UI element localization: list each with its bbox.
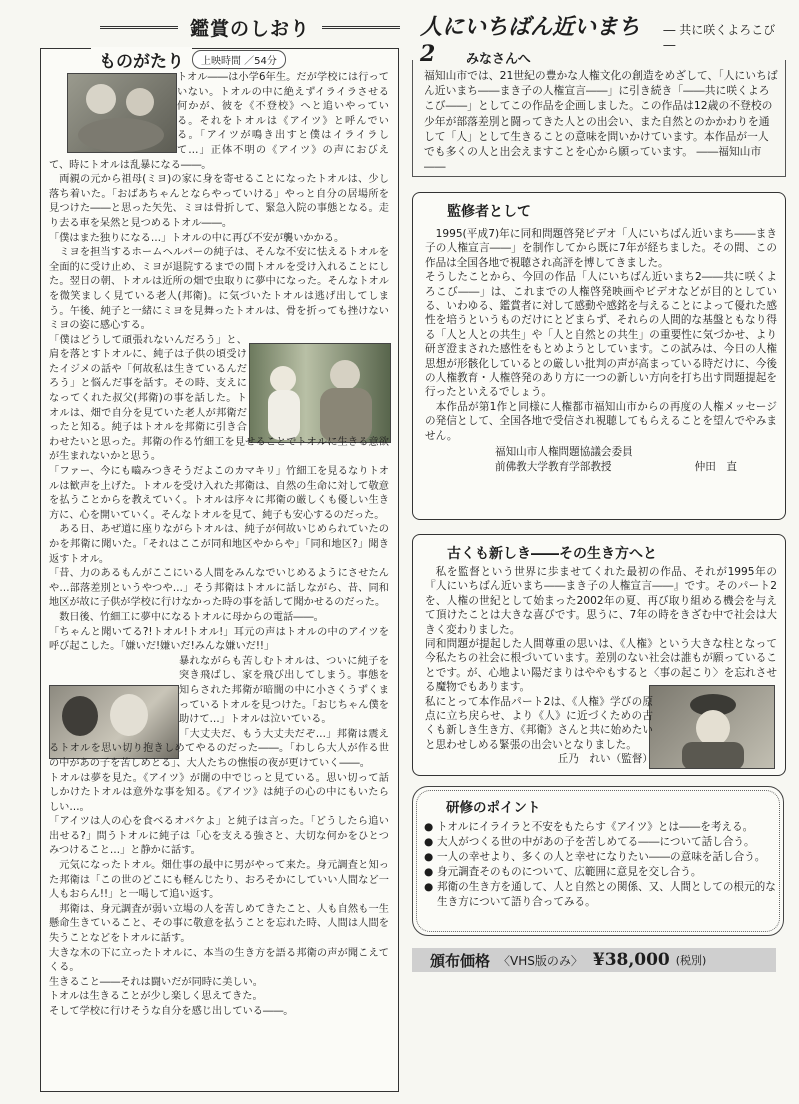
film-title: 人にいちばん近いまち2 — [420, 14, 641, 67]
supervisor-title: 監修者として — [447, 204, 531, 220]
story-header — [91, 47, 286, 72]
bullet-icon: ● — [424, 851, 434, 863]
supervisor-name: 仲田 直 — [694, 460, 737, 473]
greeting-title: みなさんへ — [460, 48, 537, 67]
photo-spacer — [49, 655, 179, 729]
training-item-text: 身元調査そのものについて、広範囲に意見を交し合う。 — [437, 866, 702, 878]
training-item-text: 邦衛の生き方を通して、人と自然との関係、又、人間としての根元的な生き方について語り合ってみる。 — [437, 881, 776, 908]
price-tax: (税別) — [675, 954, 707, 967]
supervisor-section — [412, 192, 786, 520]
story-paragraph: ある日、あぜ道に座りながらトオルは、純子が何故いじめられていたのかを邦衛に聞いた。「それはここが同和地区やからや」「同和地区?」聞き返すトオル。 — [49, 524, 389, 565]
guide-header — [100, 12, 400, 42]
story-section — [40, 48, 399, 1092]
director-paragraph: 私を監督という世界に歩ませてくれた最初の作品、それが1995年の『人にいちばん近いまち――まき子の人権宣言――』です。そのパート2を、人権の世紀として始まった2002年の夏、再び取り組める機会を与えて頂けたことは大きな喜びです。思うに、7年の時をきざむ中で社会は大きく変わりました。 — [425, 566, 777, 636]
supervisor-affiliation-2: 前佛教大学教育学部教授 — [495, 460, 612, 473]
bullet-icon: ● — [424, 881, 434, 893]
supervisor-signature-line — [495, 460, 777, 474]
training-item — [424, 820, 776, 835]
guide-title: 鑑賞のしおり — [190, 17, 311, 40]
bullet-icon: ● — [424, 821, 434, 833]
story-paragraph: 両親の元から祖母(ミヨ)の家に身を寄せることになったトオルは、少し落ち着いた。「おばあちゃんとならやっていける」やっと自分の居場所を見つけた――と思った矢先、ミヨは骨折して、緊急入院の事態となる。走り去る車を呆然と見つめるトオル――。 — [49, 174, 389, 229]
story-paragraph: 大きな木の下に立ったトオルに、本当の生き方を語る邦衛の声が聞こえてくる。 — [49, 947, 389, 974]
supervisor-paragraph: 1995(平成7)年に同和問題啓発ビデオ「人にいちばん近いまち――まき子の人権宣言――」を制作してから既に7年が経ちました。その間、この作品は全国各地で視聴され高評を博してきました。 — [425, 228, 777, 269]
training-item-text: 大人がつくる世の中があの子を苦しめてる――について話し合う。 — [437, 836, 755, 848]
photo-spacer — [247, 334, 389, 434]
supervisor-paragraph: 本作品が第1作と同様に人権都市福知山市からの再度の人権メッセージの発信として、全国各地で受信され視聴してもらえることを望んでやみません。 — [425, 400, 777, 442]
training-item — [424, 865, 776, 880]
photo-spacer — [49, 71, 177, 151]
director-body — [425, 565, 777, 767]
story-paragraph: そして学校に行けそうな自分を感じ出している――。 — [49, 1006, 294, 1017]
story-paragraph: 「僕はまた独りになる…」トオルの中に再び不安が襲いかかる。 — [49, 232, 345, 244]
training-item-text: トオルにイライラと不安をもたらす《アイツ》とは――を考える。 — [437, 821, 754, 833]
film-subtitle: ― 共に咲くよろこび ― — [663, 23, 776, 52]
training-list — [424, 820, 776, 910]
story-paragraph: トオルは生きることが少し楽しく思えてきた。 — [49, 991, 263, 1003]
supervisor-body — [425, 227, 777, 474]
training-item — [424, 835, 776, 850]
director-paragraph: 私にとって本作品パート2は、《人権》学びの原点に立ち戻らせ、より《人》に近づくための古くも新しき生き方、《邦衛》さんと共に始めたいと思わせしめる緊張の出会いとなりました。 — [425, 695, 653, 751]
runtime-badge: 上映時間 ／54分 — [192, 50, 286, 69]
story-paragraph: 「アイツは人の心を食べるオバケよ」と純子は言った。「どうしたら追い出せる?」問うトオルに純子は「心を支える強さと、大切な何かをひとつみつけること…」と静かに話す。 — [49, 816, 389, 857]
price-label: 頒布価格 — [430, 951, 491, 970]
story-paragraph: 生きること――それは闘いだが同時に美しい。 — [49, 976, 263, 988]
director-name: 丘乃 れい（監督） — [557, 753, 653, 766]
director-section — [412, 534, 786, 776]
story-flow — [49, 71, 389, 1020]
training-item — [424, 880, 776, 910]
story-paragraph: ミヨを担当するホームヘルパーの純子は、そんな不安に怯えるトオルを全面的に受け止め、ミヨが退院するまでの間トオルを受け入れることにした。翌日の朝、トオルは近所の畑で虫取りに夢中になった。そんなトオルを微笑ましく見ている老人(邦衛)。に気づいたトオルは逃げ出してしまう。午後、純子と一緒にミヨを見舞ったトオルは、骨を折っても挫けないミヨの姿に感心する。 — [49, 247, 389, 332]
price-amount: ¥38,000 — [592, 950, 670, 970]
story-paragraph: 「僕はどうして頑張れないんだろう」と、肩を落とすトオルに、純子は子供の頃受けたイジメの話や「何故私は生きているんだろう」と悩んだ事を話す。その時、支えになってくれた叔父(邦衛)の事を話した。トオルは、畑で自分を見ていた老人が邦衛だったと知る。純子はトオルを邦衛に引き合わせたいと思った。邦衛の作る竹細工を見せることでトオルに生きる意欲が生まれないかと思う。 — [49, 334, 389, 463]
supervisor-signature — [425, 445, 777, 474]
story-paragraph: 暴れながらも苦しむトオルは、ついに純子を突き飛ばし、家を飛び出してしまう。事態を知らされた邦衛が暗闇の中に小さくうずくまっているトオルを見つけた。「おじちゃん僕を助けて…」トオルは泣いている。 — [179, 655, 389, 726]
greeting-section — [410, 48, 788, 178]
bullet-icon: ● — [424, 866, 434, 878]
header-rule-left — [100, 26, 178, 29]
greeting-text: 福知山市では、21世紀の豊かな人権文化の創造をめざして、「人にいちばん近いまち――まき子の人権宣言――」に引き続き「――共に咲くよろこび――」としてこの作品を企画しました。この作品は12歳の不登校の少年が部落差別と闘ってきた人との出会い、また自然とのかかわりを通して「人」として生きることの意味を問いかけています。本作品が一人でも多くの人と出会えますことを心から願っています。 ――福知山市―― — [424, 69, 778, 174]
header-rule-right — [322, 26, 400, 29]
story-paragraph: 数日後、竹細工に夢中になるトオルに母からの電話――。 — [59, 611, 324, 623]
story-paragraph: トオルは夢を見た。《アイツ》が闇の中でじっと見ている。思い切って話しかけたトオルは意外な事を知る。《アイツ》は純子の心の中にもいたらしい…。 — [49, 772, 389, 813]
bullet-icon: ● — [424, 836, 434, 848]
story-paragraph: 「ファー、今にも嚙みつきそうだよこのカマキリ」竹細工を見るなりトオルは歓声を上げた。トオルを受け入れた邦衛は、自然の生命に対して敬意を払うことからを教えていく。トオルは序々に邦衛の厳しくも優しい生き方に、心を開いていく。そんなトオルを見て、純子も安心するのだった。 — [49, 466, 389, 521]
supervisor-paragraph: そうしたことから、今回の作品「人にいちばん近いまち2――共に咲くよろこび――」は、これまでの人権啓発映画やビデオなどが目的としている、いわゆる、鑑賞者に対して感動や感銘を与えることによって優れた感性を培うというものだけにとどまらず、それらの人間的な基盤ともなり得る「人と人との共生」や「人と自然との共生」の重要性に気づかせ、より研ぎ澄まされた感性をもとめようとしています。この試みは、今日の人権思想が形骸化しているとの厳しい批判の声が高まっている時だけに、今後の人権教育・人権啓発のあり方に一つの新しい方向を打ち出す問題提起を行ったといえるでしょう。 — [425, 271, 777, 399]
training-item — [424, 850, 776, 865]
story-paragraph: 「大丈夫だ、もう大丈夫だぞ…」邦衛は震えるトオルを思い切り抱きしめてやるのだった――。「わしら大人が作る世の中があの子を苦しめとる」、大人たちの憔悵の夜が更けていく――。 — [49, 728, 389, 769]
training-section — [412, 786, 784, 936]
training-item-text: 一人の幸せより、多くの人と幸せになりたい――の意味を話し合う。 — [437, 851, 766, 863]
director-title: 古くも新しき――その生き方へと — [447, 546, 657, 562]
price-banner — [412, 948, 776, 972]
story-paragraph: トオル――は小学6年生。だが学校には行っていない。トオルの中に絶えずイライラさせる何かが、彼を《不登校》へと追いやっている。それをトオルは《アイツ》と呼んでいる。「アイツが鳴き出すと僕はイライラして…」正体不明の《アイツ》の声におびえて、時にトオルは乱暴になる――。 — [49, 72, 389, 171]
story-title: ものがたり — [91, 47, 192, 72]
training-title: 研修のポイント — [446, 800, 541, 816]
director-paragraph: 同和問題が提起した人間尊重の思いは、《人権》という大きな柱となって今私たちの社会に根づいています。差別のない社会は誰もが願っていることです。が、心地よい陽だまりはややもすると〈事の起こり〉を忘れさせる魔物でもあります。 — [425, 638, 777, 694]
story-paragraph: 「ちゃんと聞いてる?!トオル!トオル!」耳元の声はトオルの中のアイツを呼び起こした。「嫌いだ!嫌いだ!みんな嫌いだ!!」 — [49, 626, 389, 653]
story-text — [49, 71, 389, 1020]
price-format: 〈VHS版のみ〉 — [498, 953, 583, 968]
story-paragraph: 邦衛は、身元調査が弱い立場の人を苦しめてきたこと、人も自然も一生懸命生きていること、その事に敬意を払うことを忘れた時、人間は人間を失うことなどをトオルに話す。 — [49, 903, 389, 945]
story-paragraph: 「昔、力のあるもんがここにいる人間をみんなでいじめるようにさせたんや…部落差別というやつや…」そう邦衛はトオルに話しながら、昔、同和地区が故に子供が学校に行けなかった時の事を話して聞かせるのだった。 — [49, 568, 389, 609]
supervisor-affiliation-1: 福知山市人権問題協議会委員 — [495, 446, 633, 459]
story-paragraph: 元気になったトオル。畑仕事の最中に男がやって来た。身元調査と知った邦衛は「この世のどこにも軽んじたり、おろそかにしていい人間など一人もおらん!!」と一喝して追い返す。 — [49, 860, 389, 901]
